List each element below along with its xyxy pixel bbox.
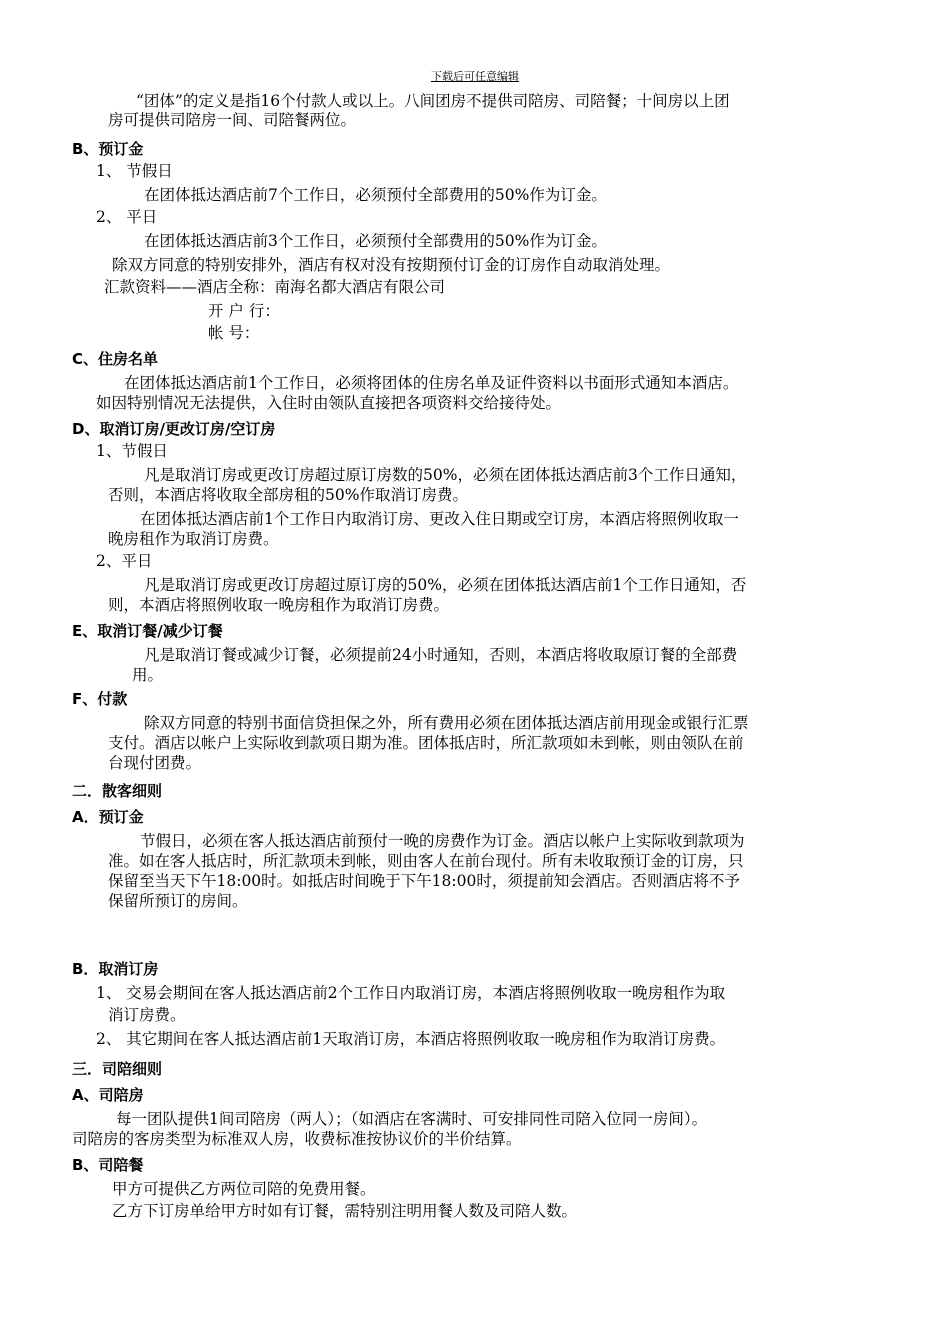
text-line: 在团体抵达酒店前1个工作日，必须将团体的住房名单及证件资料以书面形式通知本酒店。 — [124, 374, 739, 392]
section-heading: B．取消订房 — [72, 960, 159, 978]
text-line: 在团体抵达酒店前7个工作日，必须预付全部费用的50%作为订金。 — [144, 186, 607, 204]
text-line: 用。 — [132, 666, 164, 684]
text-line: 帐 号： — [208, 324, 260, 342]
text-line: 支付。酒店以帐户上实际收到款项日期为准。团体抵店时，所汇款项如未到帐，则由领队在前 — [108, 734, 744, 752]
text-line: 保留至当天下午18:00时。如抵店时间晚于下午18:00时，须提前知会酒店。否则酒店将不予 — [108, 872, 740, 890]
text-line: 司陪房的客房类型为标准双人房，收费标准按协议价的半价结算。 — [72, 1130, 522, 1148]
text-line: 凡是取消订房或更改订房超过原订房数的50%，必须在团体抵达酒店前3个工作日通知， — [144, 466, 747, 484]
text-line: 凡是取消订餐或减少订餐，必须提前24小时通知，否则，本酒店将收取原订餐的全部费 — [144, 646, 738, 664]
text-line: 1、 节假日 — [96, 162, 173, 180]
section-heading: A、司陪房 — [72, 1086, 144, 1104]
section-heading: D、取消订房/更改订房/空订房 — [72, 420, 276, 438]
text-line: 准。如在客人抵店时，所汇款项未到帐，则由客人在前台现付。所有未收取预订金的订房，只 — [108, 852, 744, 870]
text-line: 在团体抵达酒店前3个工作日，必须预付全部费用的50%作为订金。 — [144, 232, 607, 250]
text-line: 凡是取消订房或更改订房超过原订房的50%，必须在团体抵达酒店前1个工作日通知，否 — [144, 576, 747, 594]
section-heading: 二．散客细则 — [72, 782, 163, 800]
text-line: 甲方可提供乙方两位司陪的免费用餐。 — [112, 1180, 376, 1198]
text-line: 乙方下订房单给甲方时如有订餐，需特别注明用餐人数及司陪人数。 — [112, 1202, 578, 1220]
text-line: 如因特别情况无法提供，入住时由领队直接把各项资料交给接待处。 — [96, 394, 562, 412]
section-heading: E、取消订餐/减少订餐 — [72, 622, 223, 640]
text-line: 台现付团费。 — [108, 754, 202, 772]
text-line: 2、 平日 — [96, 208, 158, 226]
section-heading: F、付款 — [72, 690, 128, 708]
section-heading: B、司陪餐 — [72, 1156, 144, 1174]
text-line: 除双方同意的特别书面信贷担保之外，所有费用必须在团体抵达酒店前用现金或银行汇票 — [144, 714, 749, 732]
text-line: 每一团队提供1间司陪房（两人）；（如酒店在客满时、可安排同性司陪入位同一房间）。 — [116, 1110, 708, 1128]
text-line: 开 户 行： — [208, 302, 280, 320]
text-line: 消订房费。 — [108, 1006, 186, 1024]
text-line: 晚房租作为取消订房费。 — [108, 530, 279, 548]
text-line: 2、 其它期间在客人抵达酒店前1天取消订房，本酒店将照例收取一晚房租作为取消订房费。 — [96, 1030, 726, 1048]
text-line: 节假日，必须在客人抵达酒店前预付一晚的房费作为订金。酒店以帐户上实际收到款项为 — [140, 832, 745, 850]
text-line: 1、 交易会期间在客人抵达酒店前2个工作日内取消订房，本酒店将照例收取一晚房租作为取 — [96, 984, 726, 1002]
text-line: “团体”的定义是指16个付款人或以上。八间团房不提供司陪房、司陪餐；十间房以上团 — [136, 92, 730, 110]
text-line: 否则，本酒店将收取全部房租的50%作取消订房费。 — [108, 486, 468, 504]
text-line: 则，本酒店将照例收取一晚房租作为取消订房费。 — [108, 596, 450, 614]
text-line: 汇款资料——酒店全称：南海名都大酒店有限公司 — [104, 278, 446, 296]
text-line: 房可提供司陪房一间、司陪餐两位。 — [108, 111, 357, 129]
section-heading: C、住房名单 — [72, 350, 159, 368]
text-line: 除双方同意的特别安排外，酒店有权对没有按期预付订金的订房作自动取消处理。 — [112, 256, 671, 274]
header-note: 下载后可任意编辑 — [431, 70, 519, 83]
text-line: 在团体抵达酒店前1个工作日内取消订房、更改入住日期或空订房，本酒店将照例收取一 — [140, 510, 739, 528]
text-line: 2、平日 — [96, 552, 153, 570]
text-line: 保留所预订的房间。 — [108, 892, 248, 910]
text-line: 1、节假日 — [96, 442, 168, 460]
section-heading: 三．司陪细则 — [72, 1060, 163, 1078]
section-heading: A．预订金 — [72, 808, 144, 826]
section-heading: B、预订金 — [72, 140, 144, 158]
